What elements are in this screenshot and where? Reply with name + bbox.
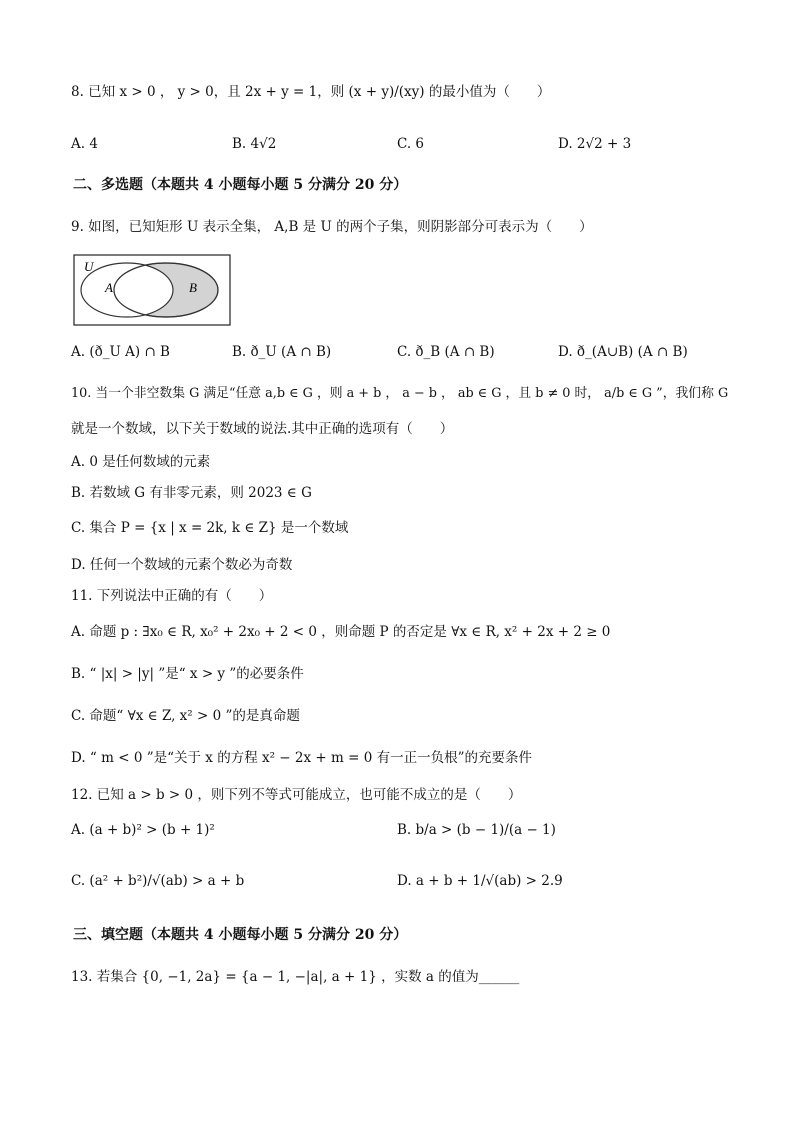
q9-option-a: A. (ð_U A) ∩ B [71,344,170,360]
section-2-heading: 二、多选题（本题共 4 小题每小题 5 分满分 20 分） [73,177,408,193]
q11-option-d: D. “ m < 0 ”是“关于 x 的方程 x² − 2x + m = 0 有一正一负根”的充要条件 [71,750,532,766]
venn-b-label: B [189,280,197,295]
venn-universe-label: U [84,259,94,274]
q9-stem: 9. 如图，已知矩形 U 表示全集， A,B 是 U 的两个子集，则阴影部分可表示为（ ） [71,219,593,235]
q8-option-a: A. 4 [71,136,98,152]
q12-option-c: C. (a² + b²)/√(ab) > a + b [71,873,245,889]
q11-option-c: C. 命题“ ∀x ∈ Z, x² > 0 ”的是真命题 [71,708,300,724]
venn-a-label: A [105,280,113,295]
q10-option-d: D. 任何一个数域的元素个数必为奇数 [71,557,293,573]
q12-option-b: B. b/a > (b − 1)/(a − 1) [397,822,556,838]
q10-option-c: C. 集合 P = {x | x = 2k, k ∈ Z} 是一个数域 [71,520,349,536]
q9-option-d: D. ð_(A∪B) (A ∩ B) [558,344,688,360]
venn-diagram [73,254,231,326]
q12-option-d: D. a + b + 1/√(ab) > 2.9 [397,873,563,889]
section-3-heading: 三、填空题（本题共 4 小题每小题 5 分满分 20 分） [73,927,408,943]
q12-option-a: A. (a + b)² > (b + 1)² [71,822,215,838]
q8-option-d: D. 2√2 + 3 [558,136,632,152]
q8-stem: 8. 已知 x > 0 ， y > 0，且 2x + y = 1，则 (x + y)/(xy) 的最小值为（ ） [71,84,551,100]
q11-option-b: B. “ |x| > |y| ”是“ x > y ”的必要条件 [71,666,304,682]
q9-option-b: B. ð_U (A ∩ B) [232,344,332,360]
q10-stem-line-2: 就是一个数域，以下关于数域的说法.其中正确的选项有（ ） [71,421,454,437]
q11-option-a: A. 命题 p : ∃x₀ ∈ R, x₀² + 2x₀ + 2 < 0 ，则命题 P 的否定是 ∀x ∈ R, x² + 2x + 2 ≥ 0 [71,624,611,640]
q8-option-c: C. 6 [397,136,425,152]
q9-option-c: C. ð_B (A ∩ B) [397,344,495,360]
q10-stem-line-1: 10. 当一个非空数集 G 满足“任意 a,b ∈ G ，则 a + b ， a − b ， ab ∈ G ，且 b ≠ 0 时， a/b ∈ G ”，我们称 G [71,386,729,401]
q8-option-b: B. 4√2 [232,136,277,152]
q10-option-a: A. 0 是任何数域的元素 [71,454,211,470]
q13-stem: 13. 若集合 {0, −1, 2a} = {a − 1, −|a|, a + 1} ，实数 a 的值为______ [71,969,520,985]
q11-stem: 11. 下列说法中正确的有（ ） [71,588,273,604]
q10-option-b: B. 若数域 G 有非零元素，则 2023 ∈ G [71,485,312,501]
q12-stem: 12. 已知 a > b > 0 ，则下列不等式可能成立，也可能不成立的是（ ） [71,787,522,803]
